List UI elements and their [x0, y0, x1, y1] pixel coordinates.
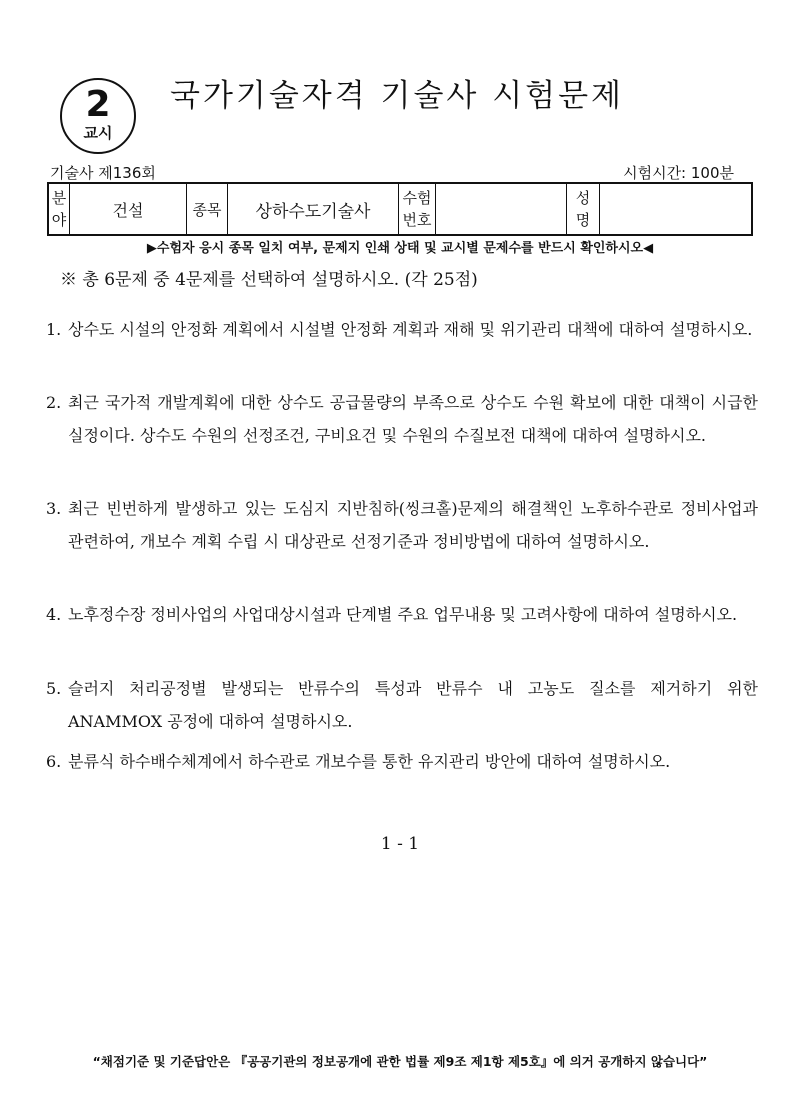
- session-unit: 교시: [83, 124, 113, 142]
- question-text: 최근 빈번하게 발생하고 있는 도심지 지반침하(씽크홀)문제의 해결책인 노후하수관로 정비사업과 관련하여, 개보수 계획 수립 시 대상관로 선정기준과 정비방법에 대하여 설명하시오.: [68, 499, 758, 551]
- question-number: 2.: [46, 393, 62, 412]
- question-item: [46, 492, 758, 558]
- category-round: 기술사 제136회: [50, 164, 156, 182]
- check-notice: ▶수험자 응시 종목 일치 여부, 문제지 인쇄 상태 및 교시별 문제수를 반드시 확인하시오◀: [146, 241, 654, 256]
- exam-number-field[interactable]: [436, 183, 567, 235]
- question-number: 4.: [46, 605, 62, 624]
- name-label: 성 명: [567, 183, 600, 235]
- type-value: 상하수도기술사: [228, 183, 399, 235]
- question-item: [46, 745, 758, 778]
- footer-disclaimer: “채점기준 및 기준답안은 『공공기관의 정보공개에 관한 법률 제9조 제1항 제5호』에 의거 공개하지 않습니다”: [92, 1054, 708, 1069]
- field-value: 건설: [70, 183, 187, 235]
- question-text: 상수도 시설의 안정화 계획에서 시설별 안정화 계획과 재해 및 위기관리 대책에 대하여 설명하시오.: [68, 320, 753, 339]
- question-number: 5.: [46, 679, 62, 698]
- session-number: 2: [85, 84, 111, 125]
- question-number: 1.: [46, 320, 62, 339]
- question-number: 3.: [46, 499, 62, 518]
- question-item: [46, 672, 758, 738]
- exam-time: 시험시간: 100분: [623, 164, 734, 182]
- page-number: 1 - 1: [380, 834, 420, 854]
- name-field[interactable]: [600, 183, 753, 235]
- page-title: 국가기술자격 기술사 시험문제: [170, 78, 625, 114]
- question-item: [46, 598, 758, 631]
- question-text: 분류식 하수배수체계에서 하수관로 개보수를 통한 유지관리 방안에 대하여 설명하시오.: [68, 752, 671, 771]
- question-number: 6.: [46, 752, 62, 771]
- exam-number-label: 수험 번호: [399, 183, 436, 235]
- session-badge: [60, 78, 136, 154]
- question-text: 슬러지 처리공정별 발생되는 반류수의 특성과 반류수 내 고농도 질소를 제거하기 위한 ANAMMOX 공정에 대하여 설명하시오.: [68, 679, 758, 731]
- exam-info-table: [47, 182, 753, 236]
- question-item: [46, 313, 758, 346]
- question-text: 노후정수장 정비사업의 사업대상시설과 단계별 주요 업무내용 및 고려사항에 대하여 설명하시오.: [68, 605, 738, 624]
- field-label: 분 야: [48, 183, 70, 235]
- question-item: [46, 386, 758, 452]
- instruction: ※ 총 6문제 중 4문제를 선택하여 설명하시오. (각 25점): [60, 270, 478, 290]
- type-label: 종목: [187, 183, 228, 235]
- question-text: 최근 국가적 개발계획에 대한 상수도 공급물량의 부족으로 상수도 수원 확보에 대한 대책이 시급한 실정이다. 상수도 수원의 선정조건, 구비요건 및 수원의 수질보전 대책에 대하여 설명하시오.: [68, 393, 758, 445]
